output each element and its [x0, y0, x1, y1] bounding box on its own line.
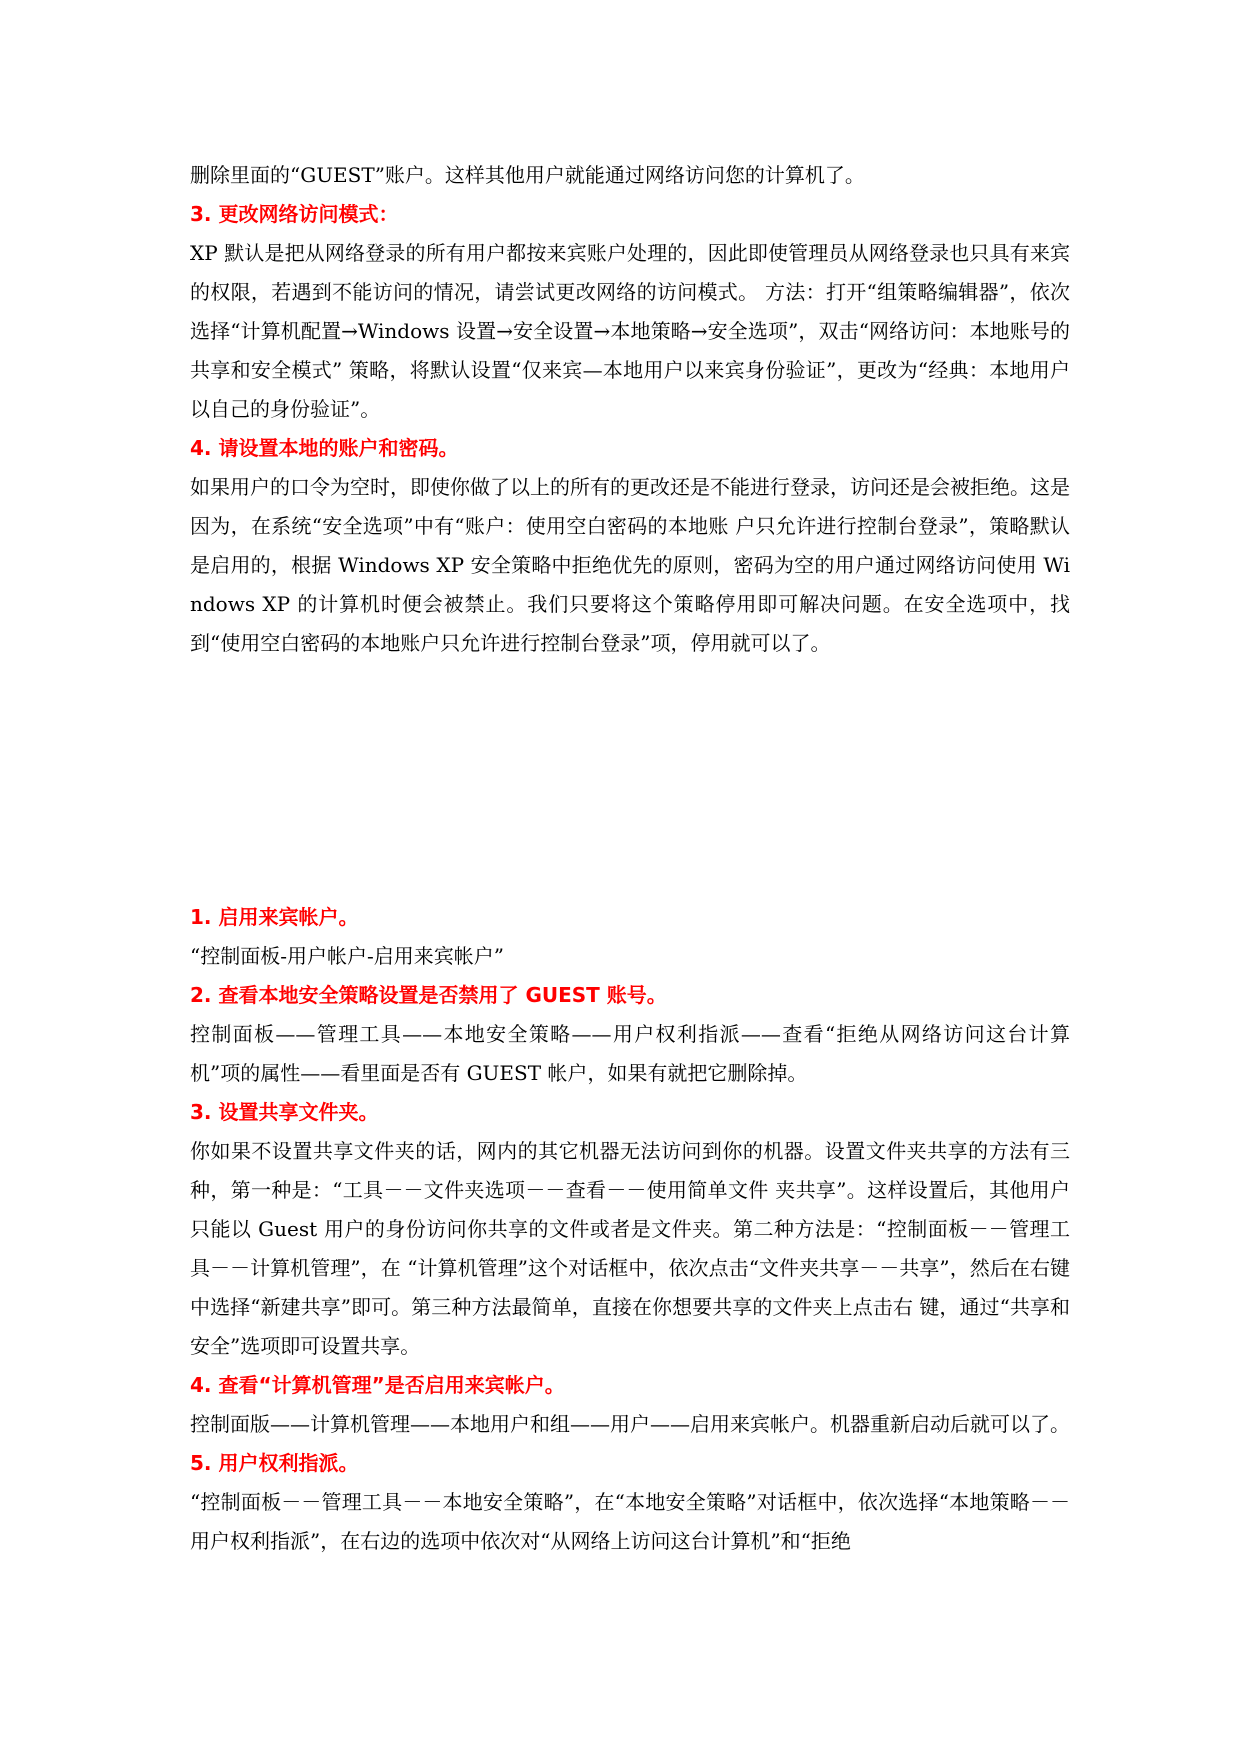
paragraph-guest-removal: 删除里面的“GUEST”账户。这样其他用户就能通过网络访问您的计算机了。 — [190, 163, 865, 187]
heading-change-network-access-mode: 3. 更改网络访问模式： — [190, 202, 399, 226]
document-section-lower — [190, 898, 1070, 1561]
heading-enable-guest-account: 1. 启用来宾帐户。 — [190, 905, 359, 929]
heading-user-rights-assignment: 5. 用户权利指派。 — [190, 1451, 359, 1475]
heading-check-local-security-policy: 2. 查看本地安全策略设置是否禁用了 GUEST 账号。 — [190, 983, 667, 1007]
document-section-upper — [190, 156, 1070, 663]
paragraph-enable-guest-account: “控制面板-用户帐户-启用来宾帐户” — [190, 944, 504, 968]
paragraph-set-shared-folder: 你如果不设置共享文件夹的话，网内的其它机器无法访问到你的机器。设置文件夹共享的方法有三种，第一种是：“工具－－文件夹选项－－查看－－使用简单文件 夹共享”。这样设置后，其他用户只能以 Guest 用户的身份访问你共享的文件或者是文件夹。第二种方法是：“控制面板－－管理工具－－计算机管理”，在 “计算机管理”这个对话框中，依次点击“文件夹共享－－共享”，然后在右键中选择“新建共享”即可。第三种方法最简单，直接在你想要共享的文件夹上点击右 键，通过“共享和安全”选项即可设置共享。 — [190, 1139, 1070, 1358]
heading-set-shared-folder: 3. 设置共享文件夹。 — [190, 1100, 379, 1124]
paragraph-network-access-mode: XP 默认是把从网络登录的所有用户都按来宾账户处理的，因此即使管理员从网络登录也只具有来宾的权限，若遇到不能访问的情况，请尝试更改网络的访问模式。 方法：打开“组策略编辑器”，依次选择“计算机配置→Windows 设置→安全设置→本地策略→安全选项”，双击“网络访问：本地账号的共享和安全模式” 策略，将默认设置“仅来宾—本地用户以来宾身份验证”，更改为“经典：本地用户以自己的身份验证”。 — [190, 241, 1070, 421]
paragraph-check-local-security-policy: 控制面板——管理工具——本地安全策略——用户权利指派——查看“拒绝从网络访问这台计算机”项的属性——看里面是否有 GUEST 帐户，如果有就把它删除掉。 — [190, 1022, 1070, 1085]
paragraph-local-account-password: 如果用户的口令为空时，即使你做了以上的所有的更改还是不能进行登录，访问还是会被拒绝。这是因为，在系统“安全选项”中有“账户：使用空白密码的本地账 户只允许进行控制台登录”，策略默认是启用的，根据 Windows XP 安全策略中拒绝优先的原则，密码为空的用户通过网络访问使用 Windows XP 的计算机时便会被禁止。我们只要将这个策略停用即可解决问题。在安全选项中，找到“使用空白密码的本地账户只允许进行控制台登录”项，停用就可以了。 — [190, 475, 1070, 655]
paragraph-user-rights-assignment: “控制面板－－管理工具－－本地安全策略”，在“本地安全策略”对话框中，依次选择“本地策略－－用户权利指派”，在右边的选项中依次对“从网络上访问这台计算机”和“拒绝 — [190, 1490, 1070, 1553]
paragraph-check-computer-management: 控制面版——计算机管理——本地用户和组——用户——启用来宾帐户。机器重新启动后就可以了。 — [190, 1412, 1070, 1436]
heading-check-computer-management: 4. 查看“计算机管理”是否启用来宾帐户。 — [190, 1373, 565, 1397]
heading-set-local-account-password: 4. 请设置本地的账户和密码。 — [190, 436, 459, 460]
